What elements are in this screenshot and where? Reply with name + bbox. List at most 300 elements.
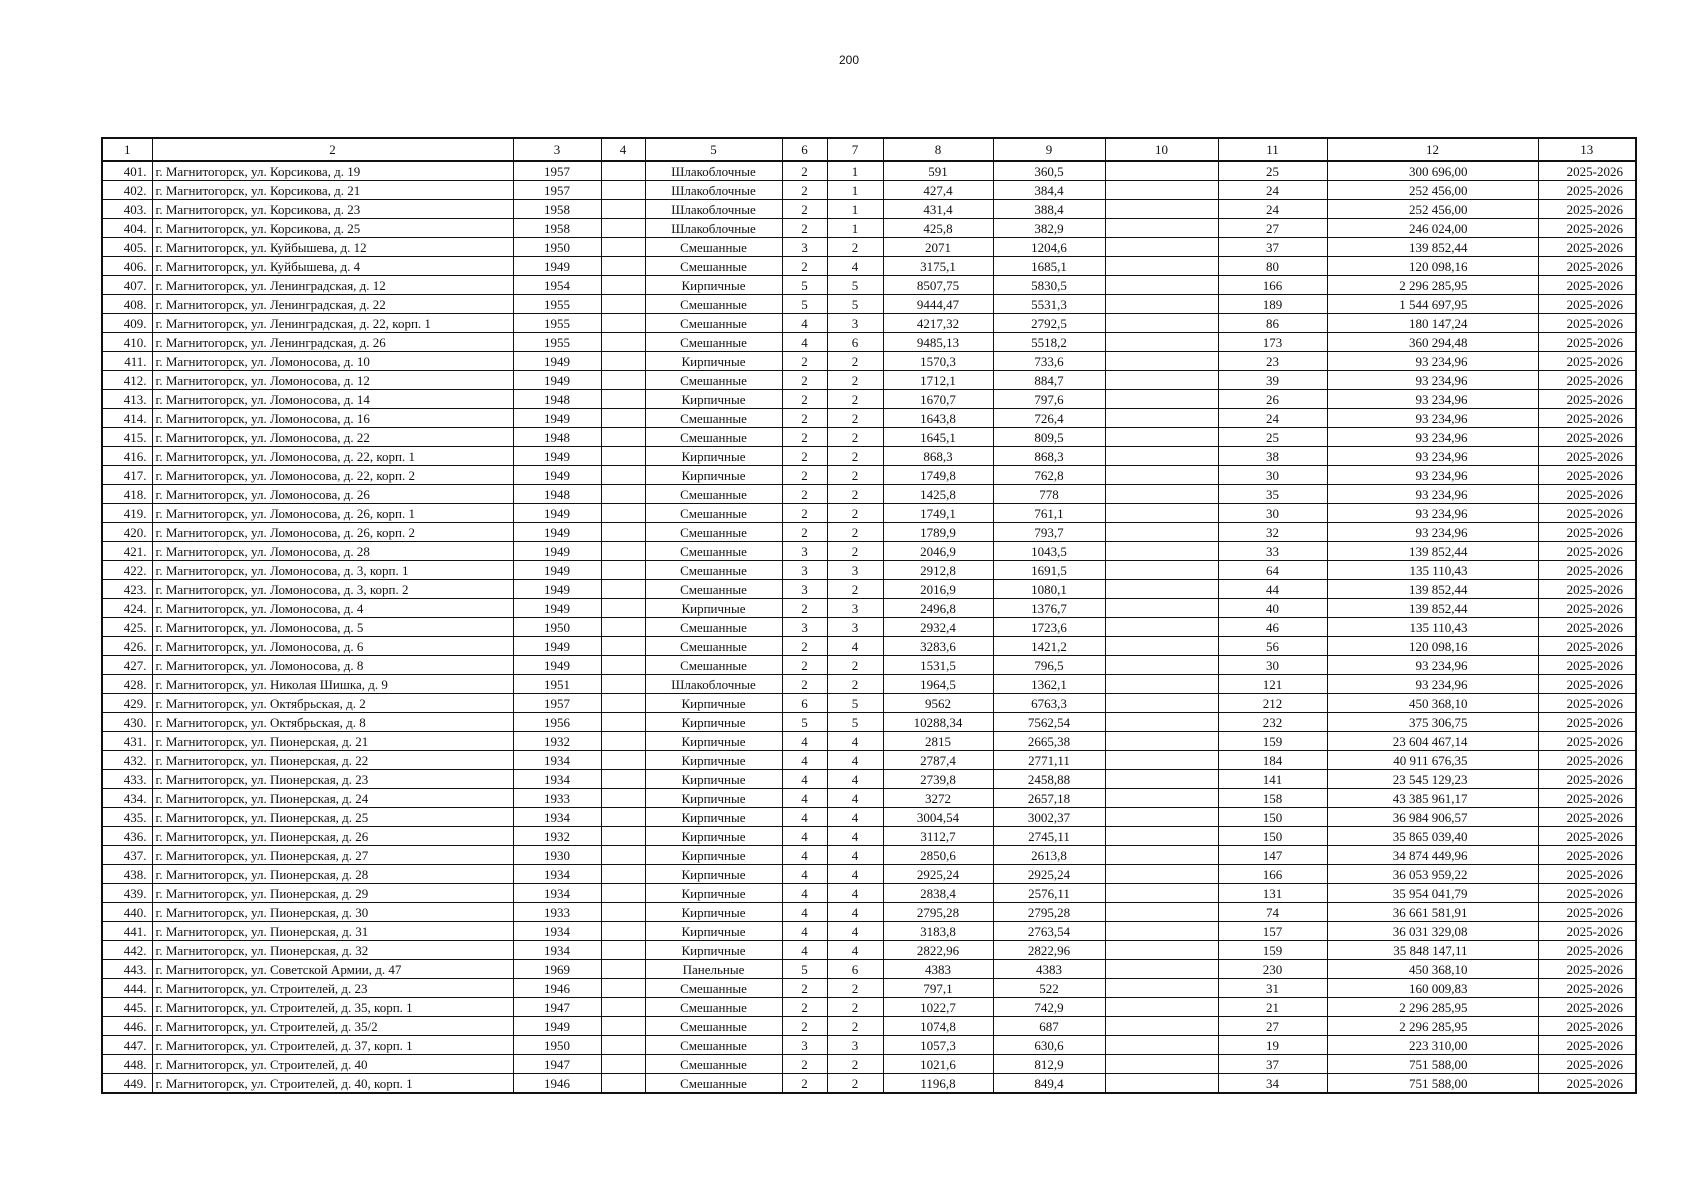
year-built-cell: 1933 <box>513 789 601 808</box>
floors-cell: 2 <box>782 371 827 390</box>
wall-material-cell: Кирпичные <box>645 390 782 409</box>
period-cell: 2025-2026 <box>1538 447 1636 466</box>
period-cell: 2025-2026 <box>1538 1036 1636 1055</box>
entrances-cell: 4 <box>827 770 883 789</box>
total-area-cell: 4383 <box>883 960 993 979</box>
cost-cell: 93 234,96 <box>1327 390 1538 409</box>
total-area-cell: 2795,28 <box>883 903 993 922</box>
column-4-cell <box>601 371 645 390</box>
year-built-cell: 1946 <box>513 1074 601 1094</box>
total-area-cell: 9485,13 <box>883 333 993 352</box>
wall-material-cell: Кирпичные <box>645 713 782 732</box>
row-number-cell: 444. <box>102 979 152 998</box>
table-row <box>102 827 1636 846</box>
floors-cell: 2 <box>782 409 827 428</box>
row-number-cell: 433. <box>102 770 152 789</box>
total-area-cell: 1749,1 <box>883 504 993 523</box>
entrances-cell: 4 <box>827 884 883 903</box>
address-cell: г. Магнитогорск, ул. Николая Шишка, д. 9 <box>152 675 513 694</box>
row-number-cell: 401. <box>102 161 152 181</box>
table-row <box>102 1074 1636 1094</box>
row-number-cell: 407. <box>102 276 152 295</box>
column-4-cell <box>601 865 645 884</box>
year-built-cell: 1950 <box>513 618 601 637</box>
period-cell: 2025-2026 <box>1538 181 1636 200</box>
entrances-cell: 2 <box>827 352 883 371</box>
table-row <box>102 314 1636 333</box>
column-10-cell <box>1105 675 1218 694</box>
column-4-cell <box>601 884 645 903</box>
address-cell: г. Магнитогорск, ул. Октябрьская, д. 8 <box>152 713 513 732</box>
address-cell: г. Магнитогорск, ул. Корсикова, д. 25 <box>152 219 513 238</box>
floors-cell: 2 <box>782 1074 827 1094</box>
residents-cell: 56 <box>1218 637 1327 656</box>
period-cell: 2025-2026 <box>1538 1055 1636 1074</box>
table-row <box>102 941 1636 960</box>
cost-cell: 36 661 581,91 <box>1327 903 1538 922</box>
column-10-cell <box>1105 485 1218 504</box>
row-number-cell: 413. <box>102 390 152 409</box>
living-area-cell: 1376,7 <box>993 599 1105 618</box>
residents-cell: 166 <box>1218 865 1327 884</box>
living-area-cell: 761,1 <box>993 504 1105 523</box>
year-built-cell: 1932 <box>513 732 601 751</box>
cost-cell: 360 294,48 <box>1327 333 1538 352</box>
floors-cell: 2 <box>782 523 827 542</box>
entrances-cell: 5 <box>827 713 883 732</box>
column-header: 6 <box>782 138 827 161</box>
row-number-cell: 441. <box>102 922 152 941</box>
column-10-cell <box>1105 466 1218 485</box>
total-area-cell: 1425,8 <box>883 485 993 504</box>
period-cell: 2025-2026 <box>1538 161 1636 181</box>
column-header: 11 <box>1218 138 1327 161</box>
year-built-cell: 1949 <box>513 352 601 371</box>
table-row <box>102 808 1636 827</box>
total-area-cell: 3004,54 <box>883 808 993 827</box>
address-cell: г. Магнитогорск, ул. Ломоносова, д. 28 <box>152 542 513 561</box>
column-10-cell <box>1105 295 1218 314</box>
living-area-cell: 522 <box>993 979 1105 998</box>
address-cell: г. Магнитогорск, ул. Ломоносова, д. 26 <box>152 485 513 504</box>
living-area-cell: 793,7 <box>993 523 1105 542</box>
column-10-cell <box>1105 656 1218 675</box>
entrances-cell: 2 <box>827 542 883 561</box>
column-4-cell <box>601 1017 645 1036</box>
column-10-cell <box>1105 751 1218 770</box>
living-area-cell: 384,4 <box>993 181 1105 200</box>
column-4-cell <box>601 732 645 751</box>
residents-cell: 39 <box>1218 371 1327 390</box>
residents-cell: 33 <box>1218 542 1327 561</box>
residents-cell: 46 <box>1218 618 1327 637</box>
year-built-cell: 1951 <box>513 675 601 694</box>
total-area-cell: 3112,7 <box>883 827 993 846</box>
cost-cell: 36 031 329,08 <box>1327 922 1538 941</box>
year-built-cell: 1948 <box>513 390 601 409</box>
cost-cell: 120 098,16 <box>1327 637 1538 656</box>
column-10-cell <box>1105 884 1218 903</box>
wall-material-cell: Шлакоблочные <box>645 675 782 694</box>
year-built-cell: 1947 <box>513 998 601 1017</box>
row-number-cell: 425. <box>102 618 152 637</box>
column-10-cell <box>1105 599 1218 618</box>
year-built-cell: 1957 <box>513 694 601 713</box>
living-area-cell: 7562,54 <box>993 713 1105 732</box>
total-area-cell: 1531,5 <box>883 656 993 675</box>
row-number-cell: 439. <box>102 884 152 903</box>
address-cell: г. Магнитогорск, ул. Корсикова, д. 23 <box>152 200 513 219</box>
entrances-cell: 2 <box>827 485 883 504</box>
cost-cell: 35 865 039,40 <box>1327 827 1538 846</box>
column-4-cell <box>601 1074 645 1094</box>
year-built-cell: 1949 <box>513 523 601 542</box>
column-4-cell <box>601 618 645 637</box>
total-area-cell: 4217,32 <box>883 314 993 333</box>
total-area-cell: 1570,3 <box>883 352 993 371</box>
residents-cell: 158 <box>1218 789 1327 808</box>
column-10-cell <box>1105 238 1218 257</box>
wall-material-cell: Кирпичные <box>645 827 782 846</box>
wall-material-cell: Кирпичные <box>645 694 782 713</box>
column-4-cell <box>601 409 645 428</box>
total-area-cell: 10288,34 <box>883 713 993 732</box>
total-area-cell: 591 <box>883 161 993 181</box>
total-area-cell: 1643,8 <box>883 409 993 428</box>
table-row <box>102 1055 1636 1074</box>
wall-material-cell: Смешанные <box>645 637 782 656</box>
floors-cell: 4 <box>782 884 827 903</box>
year-built-cell: 1949 <box>513 371 601 390</box>
cost-cell: 93 234,96 <box>1327 675 1538 694</box>
residents-cell: 38 <box>1218 447 1327 466</box>
entrances-cell: 2 <box>827 428 883 447</box>
cost-cell: 34 874 449,96 <box>1327 846 1538 865</box>
column-4-cell <box>601 846 645 865</box>
floors-cell: 4 <box>782 808 827 827</box>
year-built-cell: 1950 <box>513 1036 601 1055</box>
floors-cell: 5 <box>782 713 827 732</box>
total-area-cell: 2815 <box>883 732 993 751</box>
address-cell: г. Магнитогорск, ул. Ломоносова, д. 22, корп. 1 <box>152 447 513 466</box>
year-built-cell: 1934 <box>513 770 601 789</box>
address-cell: г. Магнитогорск, ул. Ломоносова, д. 22, корп. 2 <box>152 466 513 485</box>
year-built-cell: 1957 <box>513 181 601 200</box>
floors-cell: 3 <box>782 618 827 637</box>
table-row <box>102 295 1636 314</box>
entrances-cell: 4 <box>827 846 883 865</box>
address-cell: г. Магнитогорск, ул. Ломоносова, д. 3, корп. 2 <box>152 580 513 599</box>
entrances-cell: 5 <box>827 694 883 713</box>
residents-cell: 212 <box>1218 694 1327 713</box>
column-4-cell <box>601 428 645 447</box>
column-4-cell <box>601 637 645 656</box>
living-area-cell: 1362,1 <box>993 675 1105 694</box>
floors-cell: 2 <box>782 352 827 371</box>
wall-material-cell: Кирпичные <box>645 941 782 960</box>
column-10-cell <box>1105 276 1218 295</box>
living-area-cell: 360,5 <box>993 161 1105 181</box>
column-4-cell <box>601 770 645 789</box>
period-cell: 2025-2026 <box>1538 637 1636 656</box>
column-10-cell <box>1105 979 1218 998</box>
address-cell: г. Магнитогорск, ул. Ломоносова, д. 6 <box>152 637 513 656</box>
residents-cell: 25 <box>1218 428 1327 447</box>
column-10-cell <box>1105 428 1218 447</box>
column-10-cell <box>1105 542 1218 561</box>
address-cell: г. Магнитогорск, ул. Куйбышева, д. 4 <box>152 257 513 276</box>
residents-cell: 30 <box>1218 656 1327 675</box>
period-cell: 2025-2026 <box>1538 466 1636 485</box>
period-cell: 2025-2026 <box>1538 1017 1636 1036</box>
wall-material-cell: Смешанные <box>645 1017 782 1036</box>
address-cell: г. Магнитогорск, ул. Ленинградская, д. 22 <box>152 295 513 314</box>
entrances-cell: 4 <box>827 827 883 846</box>
floors-cell: 2 <box>782 599 827 618</box>
period-cell: 2025-2026 <box>1538 371 1636 390</box>
residents-cell: 24 <box>1218 409 1327 428</box>
floors-cell: 4 <box>782 922 827 941</box>
year-built-cell: 1949 <box>513 409 601 428</box>
address-cell: г. Магнитогорск, ул. Ломоносова, д. 3, корп. 1 <box>152 561 513 580</box>
residents-cell: 173 <box>1218 333 1327 352</box>
residents-cell: 159 <box>1218 941 1327 960</box>
living-area-cell: 1685,1 <box>993 257 1105 276</box>
total-area-cell: 2925,24 <box>883 865 993 884</box>
column-10-cell <box>1105 161 1218 181</box>
total-area-cell: 1645,1 <box>883 428 993 447</box>
table-row <box>102 599 1636 618</box>
column-4-cell <box>601 485 645 504</box>
column-4-cell <box>601 903 645 922</box>
total-area-cell: 3283,6 <box>883 637 993 656</box>
period-cell: 2025-2026 <box>1538 599 1636 618</box>
residents-cell: 44 <box>1218 580 1327 599</box>
wall-material-cell: Смешанные <box>645 504 782 523</box>
wall-material-cell: Кирпичные <box>645 276 782 295</box>
total-area-cell: 9562 <box>883 694 993 713</box>
year-built-cell: 1958 <box>513 219 601 238</box>
column-4-cell <box>601 333 645 352</box>
row-number-cell: 434. <box>102 789 152 808</box>
year-built-cell: 1949 <box>513 542 601 561</box>
entrances-cell: 4 <box>827 941 883 960</box>
cost-cell: 36 053 959,22 <box>1327 865 1538 884</box>
cost-cell: 93 234,96 <box>1327 656 1538 675</box>
wall-material-cell: Смешанные <box>645 295 782 314</box>
residents-cell: 230 <box>1218 960 1327 979</box>
table-row <box>102 390 1636 409</box>
year-built-cell: 1957 <box>513 161 601 181</box>
row-number-cell: 420. <box>102 523 152 542</box>
year-built-cell: 1949 <box>513 257 601 276</box>
entrances-cell: 4 <box>827 922 883 941</box>
year-built-cell: 1946 <box>513 979 601 998</box>
residents-cell: 189 <box>1218 295 1327 314</box>
address-cell: г. Магнитогорск, ул. Корсикова, д. 19 <box>152 161 513 181</box>
residents-cell: 74 <box>1218 903 1327 922</box>
living-area-cell: 5531,3 <box>993 295 1105 314</box>
column-4-cell <box>601 656 645 675</box>
living-area-cell: 796,5 <box>993 656 1105 675</box>
column-10-cell <box>1105 580 1218 599</box>
housing-register-table <box>101 137 1637 1094</box>
living-area-cell: 2665,38 <box>993 732 1105 751</box>
year-built-cell: 1950 <box>513 238 601 257</box>
table-row <box>102 998 1636 1017</box>
entrances-cell: 4 <box>827 732 883 751</box>
column-10-cell <box>1105 618 1218 637</box>
wall-material-cell: Кирпичные <box>645 846 782 865</box>
residents-cell: 32 <box>1218 523 1327 542</box>
table-row <box>102 447 1636 466</box>
period-cell: 2025-2026 <box>1538 884 1636 903</box>
floors-cell: 3 <box>782 580 827 599</box>
year-built-cell: 1955 <box>513 333 601 352</box>
table-row <box>102 219 1636 238</box>
entrances-cell: 1 <box>827 200 883 219</box>
column-header: 12 <box>1327 138 1538 161</box>
living-area-cell: 5518,2 <box>993 333 1105 352</box>
address-cell: г. Магнитогорск, ул. Строителей, д. 40 <box>152 1055 513 1074</box>
address-cell: г. Магнитогорск, ул. Ломоносова, д. 26, корп. 2 <box>152 523 513 542</box>
cost-cell: 93 234,96 <box>1327 428 1538 447</box>
column-4-cell <box>601 694 645 713</box>
floors-cell: 2 <box>782 675 827 694</box>
wall-material-cell: Смешанные <box>645 1055 782 1074</box>
table-row <box>102 466 1636 485</box>
wall-material-cell: Смешанные <box>645 523 782 542</box>
period-cell: 2025-2026 <box>1538 257 1636 276</box>
entrances-cell: 2 <box>827 656 883 675</box>
row-number-cell: 417. <box>102 466 152 485</box>
floors-cell: 4 <box>782 314 827 333</box>
year-built-cell: 1934 <box>513 808 601 827</box>
wall-material-cell: Смешанные <box>645 1036 782 1055</box>
residents-cell: 30 <box>1218 466 1327 485</box>
address-cell: г. Магнитогорск, ул. Строителей, д. 37, корп. 1 <box>152 1036 513 1055</box>
address-cell: г. Магнитогорск, ул. Пионерская, д. 30 <box>152 903 513 922</box>
row-number-cell: 415. <box>102 428 152 447</box>
period-cell: 2025-2026 <box>1538 751 1636 770</box>
column-4-cell <box>601 1055 645 1074</box>
wall-material-cell: Кирпичные <box>645 922 782 941</box>
row-number-cell: 446. <box>102 1017 152 1036</box>
year-built-cell: 1955 <box>513 295 601 314</box>
cost-cell: 93 234,96 <box>1327 352 1538 371</box>
row-number-cell: 418. <box>102 485 152 504</box>
entrances-cell: 2 <box>827 979 883 998</box>
period-cell: 2025-2026 <box>1538 352 1636 371</box>
row-number-cell: 428. <box>102 675 152 694</box>
entrances-cell: 6 <box>827 333 883 352</box>
floors-cell: 5 <box>782 276 827 295</box>
living-area-cell: 2657,18 <box>993 789 1105 808</box>
period-cell: 2025-2026 <box>1538 789 1636 808</box>
table-row <box>102 751 1636 770</box>
period-cell: 2025-2026 <box>1538 428 1636 447</box>
residents-cell: 25 <box>1218 161 1327 181</box>
cost-cell: 93 234,96 <box>1327 466 1538 485</box>
residents-cell: 23 <box>1218 352 1327 371</box>
residents-cell: 157 <box>1218 922 1327 941</box>
wall-material-cell: Смешанные <box>645 314 782 333</box>
total-area-cell: 2739,8 <box>883 770 993 789</box>
column-10-cell <box>1105 314 1218 333</box>
total-area-cell: 1749,8 <box>883 466 993 485</box>
column-10-cell <box>1105 789 1218 808</box>
wall-material-cell: Кирпичные <box>645 352 782 371</box>
column-4-cell <box>601 295 645 314</box>
year-built-cell: 1934 <box>513 884 601 903</box>
wall-material-cell: Кирпичные <box>645 884 782 903</box>
column-4-cell <box>601 941 645 960</box>
period-cell: 2025-2026 <box>1538 542 1636 561</box>
row-number-cell: 426. <box>102 637 152 656</box>
column-10-cell <box>1105 922 1218 941</box>
column-10-cell <box>1105 827 1218 846</box>
table-row <box>102 960 1636 979</box>
column-10-cell <box>1105 409 1218 428</box>
cost-cell: 252 456,00 <box>1327 181 1538 200</box>
period-cell: 2025-2026 <box>1538 409 1636 428</box>
row-number-cell: 449. <box>102 1074 152 1094</box>
column-4-cell <box>601 713 645 732</box>
total-area-cell: 2838,4 <box>883 884 993 903</box>
floors-cell: 2 <box>782 257 827 276</box>
entrances-cell: 4 <box>827 637 883 656</box>
address-cell: г. Магнитогорск, ул. Советской Армии, д. 47 <box>152 960 513 979</box>
wall-material-cell: Кирпичные <box>645 447 782 466</box>
wall-material-cell: Смешанные <box>645 542 782 561</box>
living-area-cell: 2795,28 <box>993 903 1105 922</box>
row-number-cell: 404. <box>102 219 152 238</box>
living-area-cell: 2763,54 <box>993 922 1105 941</box>
table-body <box>102 161 1636 1093</box>
column-10-cell <box>1105 1036 1218 1055</box>
year-built-cell: 1958 <box>513 200 601 219</box>
wall-material-cell: Смешанные <box>645 333 782 352</box>
table-row <box>102 865 1636 884</box>
table-row <box>102 922 1636 941</box>
wall-material-cell: Смешанные <box>645 485 782 504</box>
cost-cell: 36 984 906,57 <box>1327 808 1538 827</box>
wall-material-cell: Кирпичные <box>645 903 782 922</box>
cost-cell: 43 385 961,17 <box>1327 789 1538 808</box>
year-built-cell: 1949 <box>513 599 601 618</box>
cost-cell: 35 848 147,11 <box>1327 941 1538 960</box>
entrances-cell: 1 <box>827 181 883 200</box>
table-row <box>102 181 1636 200</box>
entrances-cell: 2 <box>827 371 883 390</box>
cost-cell: 40 911 676,35 <box>1327 751 1538 770</box>
year-built-cell: 1954 <box>513 276 601 295</box>
cost-cell: 2 296 285,95 <box>1327 998 1538 1017</box>
entrances-cell: 1 <box>827 219 883 238</box>
floors-cell: 2 <box>782 485 827 504</box>
wall-material-cell: Смешанные <box>645 257 782 276</box>
living-area-cell: 2792,5 <box>993 314 1105 333</box>
address-cell: г. Магнитогорск, ул. Куйбышева, д. 12 <box>152 238 513 257</box>
residents-cell: 27 <box>1218 1017 1327 1036</box>
table-row <box>102 732 1636 751</box>
period-cell: 2025-2026 <box>1538 485 1636 504</box>
table-row <box>102 694 1636 713</box>
row-number-cell: 409. <box>102 314 152 333</box>
cost-cell: 1 544 697,95 <box>1327 295 1538 314</box>
period-cell: 2025-2026 <box>1538 580 1636 599</box>
total-area-cell: 2787,4 <box>883 751 993 770</box>
